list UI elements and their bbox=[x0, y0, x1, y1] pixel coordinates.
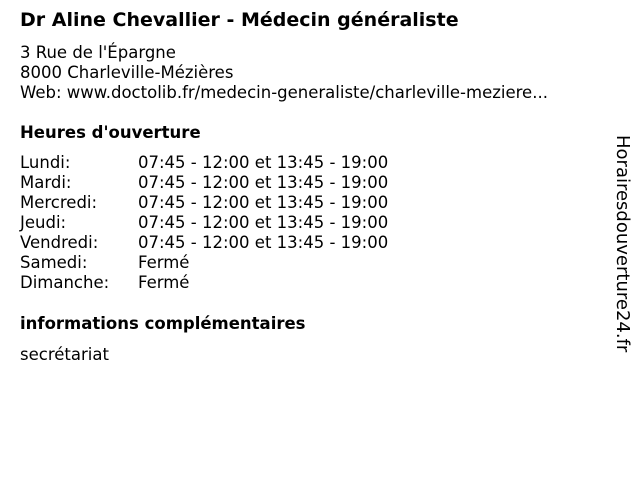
day-hours: Fermé bbox=[138, 273, 190, 292]
additional-info-text: secrétariat bbox=[20, 345, 109, 364]
day-label: Vendredi: bbox=[20, 233, 99, 252]
day-label: Mercredi: bbox=[20, 193, 98, 212]
day-hours: 07:45 - 12:00 et 13:45 - 19:00 bbox=[138, 173, 389, 192]
address-city: 8000 Charleville-Mézières bbox=[20, 63, 234, 82]
page-title: Dr Aline Chevallier - Médecin généraliste bbox=[20, 9, 459, 31]
day-label: Jeudi: bbox=[20, 213, 67, 232]
day-label: Mardi: bbox=[20, 173, 72, 192]
opening-hours-heading: Heures d'ouverture bbox=[20, 123, 201, 142]
day-hours: 07:45 - 12:00 et 13:45 - 19:00 bbox=[138, 233, 389, 252]
website-link[interactable]: Web: www.doctolib.fr/medecin-generaliste/charleville-meziere... bbox=[20, 83, 548, 102]
additional-info-heading: informations complémentaires bbox=[20, 314, 306, 333]
site-watermark: Horairesdouverture24.fr bbox=[612, 135, 633, 353]
address-street: 3 Rue de l'Épargne bbox=[20, 43, 176, 62]
address-block bbox=[20, 43, 548, 103]
day-hours: 07:45 - 12:00 et 13:45 - 19:00 bbox=[138, 213, 389, 232]
day-hours: 07:45 - 12:00 et 13:45 - 19:00 bbox=[138, 153, 389, 172]
day-label: Dimanche: bbox=[20, 273, 110, 292]
day-hours: 07:45 - 12:00 et 13:45 - 19:00 bbox=[138, 193, 389, 212]
day-hours: Fermé bbox=[138, 253, 190, 272]
day-label: Samedi: bbox=[20, 253, 88, 272]
day-label: Lundi: bbox=[20, 153, 71, 172]
